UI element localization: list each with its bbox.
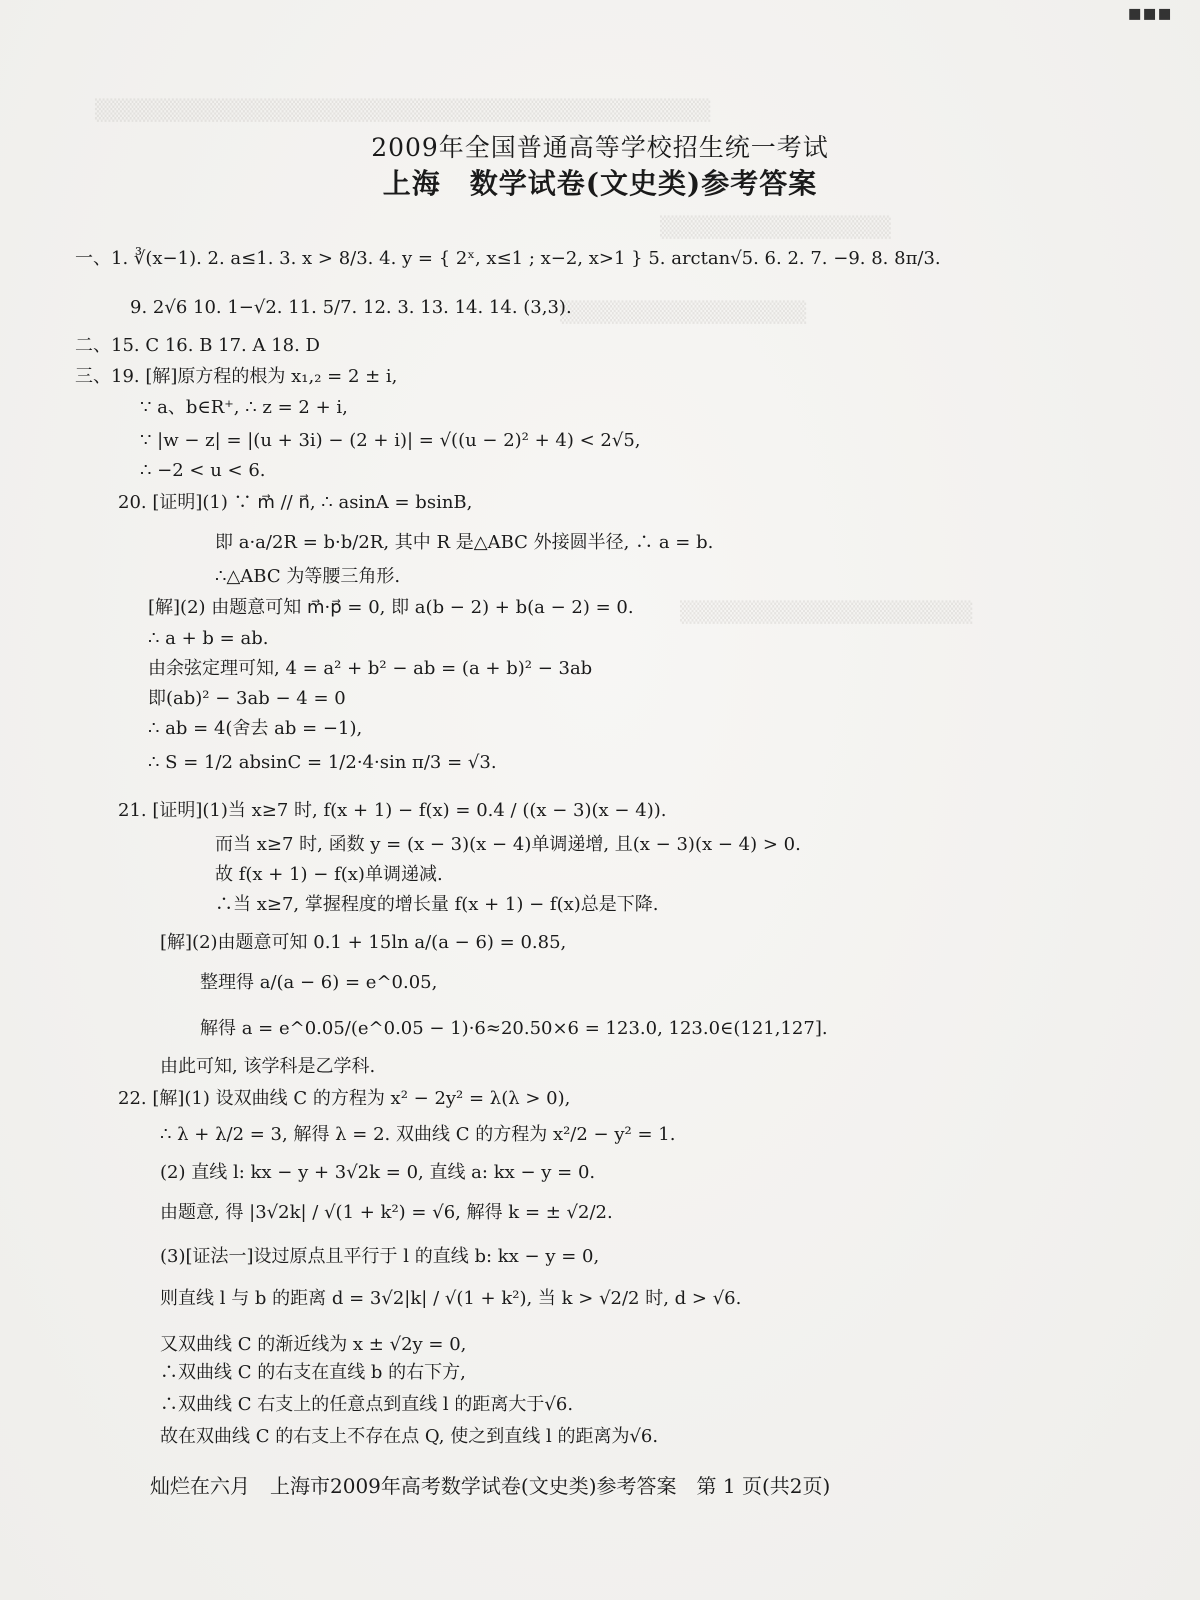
answer-line: 由此可知, 该学科是乙学科. (160, 1056, 376, 1077)
answer-line: 则直线 l 与 b 的距离 d = 3√2|k| / √(1 + k²), 当 k > √2/2 时, d > √6. (160, 1288, 742, 1309)
answer-line: 故 f(x + 1) − f(x)单调递减. (215, 864, 443, 885)
answer-line: 又双曲线 C 的渐近线为 x ± √2y = 0, (160, 1334, 467, 1355)
answer-line: ∴ a + b = ab. (148, 628, 269, 649)
bleed-through: ▒▒▒▒▒▒▒▒▒▒▒▒▒▒▒ (660, 215, 891, 239)
answer-line: 由余弦定理可知, 4 = a² + b² − ab = (a + b)² − 3ab (148, 658, 593, 679)
bleed-through: ▒▒▒▒▒▒▒▒▒▒▒▒▒▒▒▒▒▒▒ (680, 600, 973, 624)
answer-line: ∴△ABC 为等腰三角形. (215, 566, 401, 587)
answer-line: 22. [解](1) 设双曲线 C 的方程为 x² − 2y² = λ(λ > 0), (118, 1088, 571, 1109)
answer-line: 三、19. [解]原方程的根为 x₁,₂ = 2 ± i, (75, 366, 398, 387)
answer-line: 故在双曲线 C 的右支上不存在点 Q, 使之到直线 l 的距离为√6. (160, 1426, 659, 1447)
answer-line: ∴双曲线 C 右支上的任意点到直线 l 的距离大于√6. (160, 1394, 574, 1415)
answer-line: 即 a·a/2R = b·b/2R, 其中 R 是△ABC 外接圆半径, ∴ a = b. (215, 532, 714, 553)
bleed-through: ▒▒▒▒▒▒▒▒▒▒▒▒▒▒▒▒ (560, 300, 807, 324)
answer-line: ∵ |w − z| = |(u + 3i) − (2 + i)| = √((u − 2)² + 4) < 2√5, (140, 430, 641, 451)
bleed-through: ▒▒▒▒▒▒▒▒▒▒▒▒▒▒▒▒▒▒▒▒▒▒▒▒▒▒▒▒▒▒▒▒▒▒▒▒▒▒▒▒ (95, 98, 711, 122)
corner-mark: ▪▪▪ (1127, 0, 1172, 26)
answer-line: 整理得 a/(a − 6) = e^0.05, (200, 972, 438, 993)
answer-line: ∴ −2 < u < 6. (140, 460, 266, 481)
answer-line: [解](2)由题意可知 0.1 + 15ln a/(a − 6) = 0.85, (160, 932, 567, 953)
answer-line: ∵ a、b∈R⁺, ∴ z = 2 + i, (140, 397, 348, 418)
answer-line: ∴双曲线 C 的右支在直线 b 的右下方, (160, 1362, 466, 1383)
page-footer: 灿烂在六月 上海市2009年高考数学试卷(文史类)参考答案 第 1 页(共2页) (150, 1474, 831, 1498)
answer-line: ∴当 x≥7, 掌握程度的增长量 f(x + 1) − f(x)总是下降. (215, 894, 659, 915)
answer-line: ∴ ab = 4(舍去 ab = −1), (148, 718, 363, 739)
answer-line: (2) 直线 l: kx − y + 3√2k = 0, 直线 a: kx − y = 0. (160, 1162, 596, 1183)
answer-line: ∴ λ + λ/2 = 3, 解得 λ = 2. 双曲线 C 的方程为 x²/2 − y² = 1. (160, 1124, 676, 1145)
answer-line: 而当 x≥7 时, 函数 y = (x − 3)(x − 4)单调递增, 且(x − 3)(x − 4) > 0. (215, 834, 801, 855)
answer-line: 9. 2√6 10. 1−√2. 11. 5/7. 12. 3. 13. 14. 14. (3,3). (130, 297, 572, 318)
answer-line: 解得 a = e^0.05/(e^0.05 − 1)·6≈20.50×6 = 123.0, 123.0∈(121,127]. (200, 1018, 828, 1039)
exam-title: 2009年全国普通高等学校招生统一考试 (371, 133, 829, 162)
answer-line: [解](2) 由题意可知 m⃗·p⃗ = 0, 即 a(b − 2) + b(a − 2) = 0. (148, 597, 634, 618)
answer-line: (3)[证法一]设过原点且平行于 l 的直线 b: kx − y = 0, (160, 1246, 600, 1267)
answer-line: 由题意, 得 |3√2k| / √(1 + k²) = √6, 解得 k = ± √2/2. (160, 1202, 613, 1223)
answer-line: 一、1. ∛(x−1). 2. a≤1. 3. x > 8/3. 4. y = { 2ˣ, x≤1 ; x−2, x>1 } 5. arctan√5. 6. 2. 7. −9. 8. 8π/3. (75, 248, 941, 269)
answer-line: 21. [证明](1)当 x≥7 时, f(x + 1) − f(x) = 0.4 / ((x − 3)(x − 4)). (118, 800, 667, 821)
answer-line: ∴ S = 1/2 absinC = 1/2·4·sin π/3 = √3. (148, 752, 497, 773)
answer-line: 即(ab)² − 3ab − 4 = 0 (148, 688, 346, 709)
answer-line: 20. [证明](1) ∵ m⃗ // n⃗, ∴ asinA = bsinB, (118, 492, 473, 513)
answer-line: 二、15. C 16. B 17. A 18. D (75, 335, 320, 356)
answer-key-title: 上海 数学试卷(文史类)参考答案 (382, 167, 818, 200)
